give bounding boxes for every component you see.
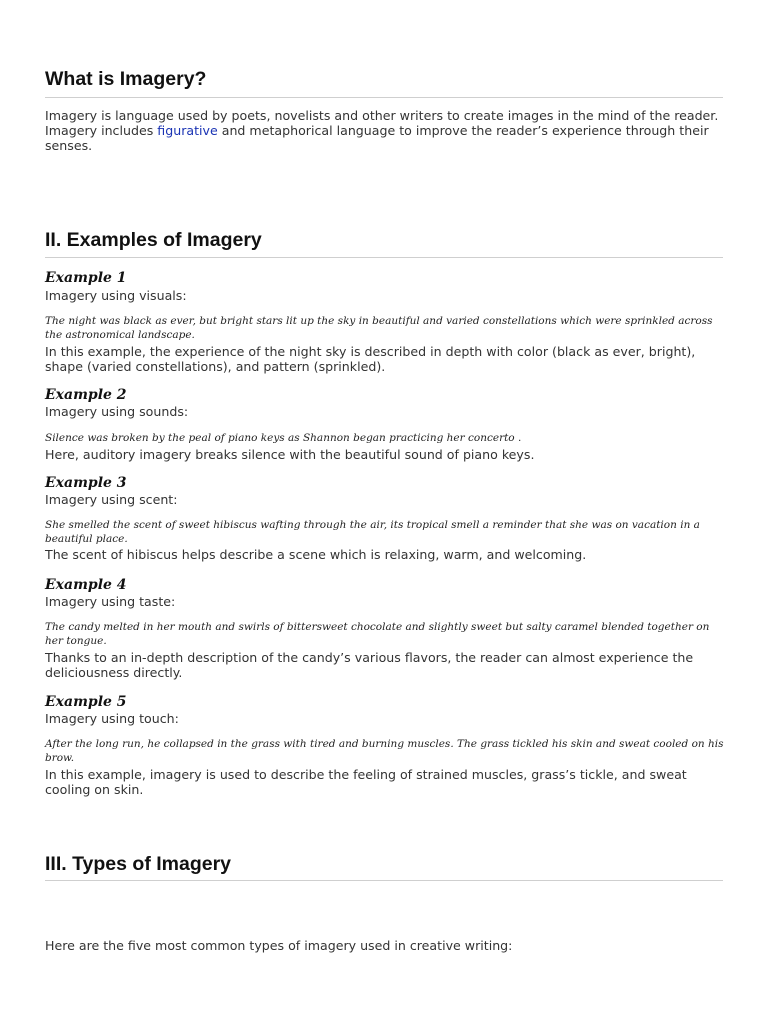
- types-intro-paragraph: Here are the five most common types of imagery used in creative writing:: [45, 938, 513, 953]
- example-quote: Silence was broken by the peal of piano keys as Shannon began practicing her concerto .: [45, 432, 522, 444]
- heading-divider: [45, 97, 723, 98]
- example-label: Imagery using sounds:: [45, 404, 189, 419]
- example-explanation: In this example, imagery is used to describe the feeling of strained muscles, grass’s tickle, and sweat cooling on skin.: [45, 767, 687, 798]
- example-quote: She smelled the scent of sweet hibiscus wafting through the air, its tropical smell a reminder that she was on vacation in a beautiful place.: [45, 519, 700, 545]
- example-explanation: The scent of hibiscus helps describe a scene which is relaxing, warm, and welcoming.: [45, 547, 587, 562]
- example-title: Example 5: [45, 694, 127, 710]
- example-label: Imagery using touch:: [45, 711, 179, 726]
- example-label: Imagery using visuals:: [45, 288, 187, 303]
- example-explanation: In this example, the experience of the night sky is described in depth with color (black as ever, bright), shape (varied constellations), and pattern (sprinkled).: [45, 344, 696, 375]
- intro-text-before-link: Imagery is language used by poets, novelists and other writers to create images in the mind of the reader. Imagery includes: [45, 108, 719, 139]
- example-quote: The candy melted in her mouth and swirls of bittersweet chocolate and slightly sweet but salty caramel blended together on her tongue.: [45, 621, 710, 647]
- example-title: Example 1: [45, 270, 127, 286]
- figurative-link[interactable]: figurative: [157, 123, 218, 139]
- example-label: Imagery using taste:: [45, 594, 176, 609]
- intro-paragraph: [45, 108, 725, 154]
- example-label: Imagery using scent:: [45, 492, 178, 507]
- intro-text-after-link: and metaphorical language to improve the reader’s experience through their senses.: [45, 123, 709, 154]
- section-heading-what-is-imagery: What is Imagery?: [45, 68, 207, 90]
- example-explanation: Here, auditory imagery breaks silence with the beautiful sound of piano keys.: [45, 447, 535, 462]
- example-explanation: Thanks to an in-depth description of the candy’s various flavors, the reader can almost experience the deliciousness directly.: [45, 650, 694, 681]
- example-title: Example 2: [45, 387, 127, 403]
- section-heading-types: III. Types of Imagery: [45, 853, 232, 875]
- example-quote: After the long run, he collapsed in the grass with tired and burning muscles. The grass tickled his skin and sweat cooled on his brow.: [45, 738, 724, 764]
- example-quote: The night was black as ever, but bright stars lit up the sky in beautiful and varied constellations which were sprinkled across the astronomical landscape.: [45, 315, 713, 341]
- heading-divider: [45, 257, 723, 258]
- heading-divider: [45, 880, 723, 881]
- section-heading-examples: II. Examples of Imagery: [45, 229, 262, 251]
- example-title: Example 3: [45, 475, 127, 491]
- example-title: Example 4: [45, 577, 127, 593]
